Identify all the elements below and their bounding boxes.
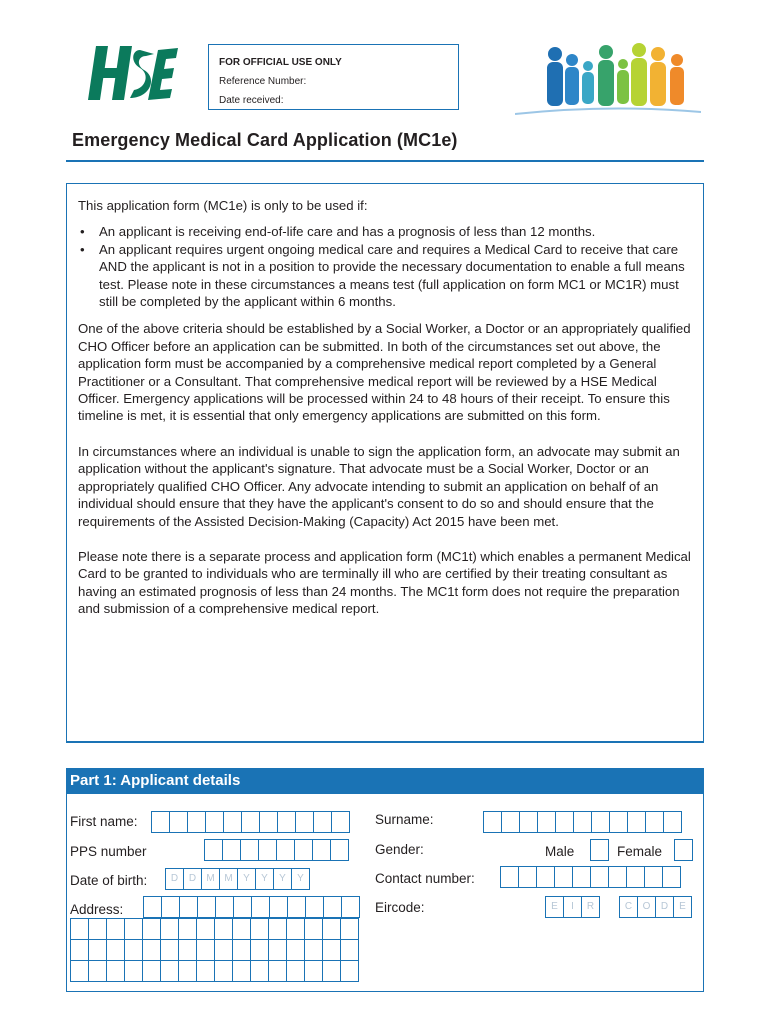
char-box[interactable] bbox=[251, 896, 270, 918]
char-box[interactable] bbox=[276, 839, 295, 861]
char-box[interactable] bbox=[160, 918, 179, 940]
char-box[interactable] bbox=[340, 960, 359, 982]
gender-label: Gender: bbox=[375, 842, 424, 857]
char-box[interactable] bbox=[258, 839, 277, 861]
char-box[interactable] bbox=[179, 896, 198, 918]
first-name-label: First name: bbox=[70, 814, 138, 829]
char-box[interactable] bbox=[295, 811, 314, 833]
eligibility-info-box bbox=[66, 183, 704, 743]
date-received-label: Date received: bbox=[219, 95, 284, 106]
char-box[interactable] bbox=[124, 939, 143, 961]
char-box[interactable] bbox=[169, 811, 188, 833]
char-box[interactable] bbox=[214, 960, 233, 982]
char-box[interactable] bbox=[70, 918, 89, 940]
criteria-text: An applicant is receiving end-of-life care and has a prognosis of less than 12 months. bbox=[99, 224, 596, 240]
char-box[interactable] bbox=[70, 939, 89, 961]
char-box[interactable] bbox=[627, 811, 646, 833]
char-box[interactable] bbox=[304, 939, 323, 961]
char-box[interactable] bbox=[178, 960, 197, 982]
dob-day-box[interactable]: D bbox=[165, 868, 184, 890]
char-box[interactable] bbox=[250, 939, 269, 961]
char-box[interactable] bbox=[196, 960, 215, 982]
address-line-1-input[interactable] bbox=[143, 896, 359, 918]
char-box[interactable] bbox=[287, 896, 306, 918]
official-use-title: FOR OFFICIAL USE ONLY bbox=[219, 57, 342, 68]
char-box[interactable] bbox=[501, 811, 520, 833]
char-box[interactable] bbox=[106, 960, 125, 982]
char-box[interactable] bbox=[88, 918, 107, 940]
advocate-paragraph: In circumstances where an individual is unable to sign the application form, an advocate may submit an application without the applicant's signature. That advocate must be a Social Worker, Doctor or an appropriately qualified CHO Officer. Any advocate intending to submit an application on behalf of an individual should ensure that they have the applicant's consent to do so and should ensure that the requirements of the Assisted Decision-Making (Capacity) Act 2015 have been met. bbox=[78, 443, 680, 529]
char-box[interactable] bbox=[645, 811, 664, 833]
char-box[interactable] bbox=[124, 960, 143, 982]
reference-number-label: Reference Number: bbox=[219, 76, 307, 87]
list-item bbox=[78, 241, 692, 311]
char-box[interactable] bbox=[644, 866, 663, 888]
char-box[interactable] bbox=[142, 960, 161, 982]
dob-year-box[interactable]: Y bbox=[291, 868, 310, 890]
char-box[interactable] bbox=[143, 896, 162, 918]
char-box[interactable] bbox=[500, 866, 519, 888]
char-box[interactable] bbox=[268, 918, 287, 940]
date-of-birth-label: Date of birth: bbox=[70, 873, 148, 888]
char-box[interactable] bbox=[519, 811, 538, 833]
pps-number-label: PPS number bbox=[70, 844, 147, 859]
char-box[interactable] bbox=[178, 918, 197, 940]
char-box[interactable] bbox=[240, 839, 259, 861]
date-of-birth-input[interactable] bbox=[165, 868, 309, 890]
eircode-routing-box[interactable]: R bbox=[581, 896, 600, 918]
eircode-unique-box[interactable]: C bbox=[619, 896, 638, 918]
char-box[interactable] bbox=[286, 918, 305, 940]
char-box[interactable] bbox=[304, 918, 323, 940]
char-box[interactable] bbox=[554, 866, 573, 888]
char-box[interactable] bbox=[178, 939, 197, 961]
char-box[interactable] bbox=[286, 960, 305, 982]
female-checkbox[interactable] bbox=[674, 839, 693, 861]
char-box[interactable] bbox=[232, 918, 251, 940]
char-box[interactable] bbox=[88, 939, 107, 961]
char-box[interactable] bbox=[250, 918, 269, 940]
family-illustration-icon bbox=[515, 38, 701, 118]
eircode-unique-box[interactable]: E bbox=[673, 896, 692, 918]
char-box[interactable] bbox=[250, 960, 269, 982]
char-box[interactable] bbox=[223, 811, 242, 833]
char-box[interactable] bbox=[294, 839, 313, 861]
char-box[interactable] bbox=[196, 939, 215, 961]
char-box[interactable] bbox=[304, 960, 323, 982]
char-box[interactable] bbox=[269, 896, 288, 918]
first-name-input[interactable] bbox=[151, 811, 349, 833]
char-box[interactable] bbox=[537, 811, 556, 833]
dob-month-box[interactable]: M bbox=[201, 868, 220, 890]
char-box[interactable] bbox=[268, 960, 287, 982]
char-box[interactable] bbox=[305, 896, 324, 918]
contact-number-input[interactable] bbox=[500, 866, 680, 888]
bullet-icon: • bbox=[80, 224, 85, 240]
char-box[interactable] bbox=[205, 811, 224, 833]
female-label: Female bbox=[617, 844, 663, 859]
eircode-label: Eircode: bbox=[375, 900, 425, 915]
hse-logo-icon bbox=[74, 28, 186, 112]
char-box[interactable] bbox=[286, 939, 305, 961]
char-box[interactable] bbox=[591, 811, 610, 833]
pps-number-input[interactable] bbox=[204, 839, 348, 861]
dob-year-box[interactable]: Y bbox=[237, 868, 256, 890]
char-box[interactable] bbox=[232, 960, 251, 982]
char-box[interactable] bbox=[187, 811, 206, 833]
char-box[interactable] bbox=[518, 866, 537, 888]
char-box[interactable] bbox=[196, 918, 215, 940]
char-box[interactable] bbox=[222, 839, 241, 861]
char-box[interactable] bbox=[277, 811, 296, 833]
char-box[interactable] bbox=[233, 896, 252, 918]
eircode-unique-box[interactable]: O bbox=[637, 896, 656, 918]
char-box[interactable] bbox=[204, 839, 223, 861]
char-box[interactable] bbox=[662, 866, 681, 888]
char-box[interactable] bbox=[232, 939, 251, 961]
char-box[interactable] bbox=[322, 939, 341, 961]
char-box[interactable] bbox=[215, 896, 234, 918]
char-box[interactable] bbox=[160, 960, 179, 982]
contact-number-label: Contact number: bbox=[375, 871, 475, 886]
address-line-3-input[interactable] bbox=[70, 939, 358, 961]
char-box[interactable] bbox=[663, 811, 682, 833]
char-box[interactable] bbox=[214, 939, 233, 961]
char-box[interactable] bbox=[160, 939, 179, 961]
char-box[interactable] bbox=[322, 918, 341, 940]
criteria-paragraph: One of the above criteria should be established by a Social Worker, a Doctor or an appropriately qualified CHO Officer before an application can be submitted. In both of the circumstances set out above, the application form must be accompanied by a comprehensive medical report completed by a General Practitioner or a Consultant. That comprehensive medical report will be reviewed by a HSE Medical Officer. Emergency applications will be processed within 24 to 48 hours of their receipt. To ensure this timeline is met, it is essential that only emergency applications are submitted on this form. bbox=[78, 321, 691, 424]
char-box[interactable] bbox=[572, 866, 591, 888]
dob-year-box[interactable]: Y bbox=[255, 868, 274, 890]
char-box[interactable] bbox=[330, 839, 349, 861]
char-box[interactable] bbox=[341, 896, 360, 918]
char-box[interactable] bbox=[106, 918, 125, 940]
char-box[interactable] bbox=[214, 918, 233, 940]
char-box[interactable] bbox=[340, 918, 359, 940]
char-box[interactable] bbox=[331, 811, 350, 833]
dob-day-box[interactable]: D bbox=[183, 868, 202, 890]
eircode-routing-input[interactable] bbox=[545, 896, 599, 918]
char-box[interactable] bbox=[322, 960, 341, 982]
page-title: Emergency Medical Card Application (MC1e) bbox=[72, 130, 458, 150]
part1-heading: Part 1: Applicant details bbox=[67, 769, 703, 794]
surname-input[interactable] bbox=[483, 811, 681, 833]
dob-month-box[interactable]: M bbox=[219, 868, 238, 890]
intro-text: This application form (MC1e) is only to be used if: bbox=[78, 198, 368, 213]
char-box[interactable] bbox=[161, 896, 180, 918]
part1-applicant-details bbox=[66, 768, 704, 992]
char-box[interactable] bbox=[124, 918, 143, 940]
surname-label: Surname: bbox=[375, 812, 434, 827]
char-box[interactable] bbox=[555, 811, 574, 833]
char-box[interactable] bbox=[312, 839, 331, 861]
official-use-box bbox=[208, 44, 459, 110]
mc1t-paragraph: Please note there is a separate process and application form (MC1t) which enables a permanent Medical Card to be granted to individuals who are terminally ill who are certified by their treating consultant as having an estimated prognosis of less than 24 months. The MC1t form does not require the preparation and submission of a comprehensive medical report. bbox=[78, 548, 691, 617]
address-grid[interactable] bbox=[70, 918, 358, 981]
male-checkbox[interactable] bbox=[590, 839, 609, 861]
eircode-routing-box[interactable]: I bbox=[563, 896, 582, 918]
dob-year-box[interactable]: Y bbox=[273, 868, 292, 890]
address-line-2-input[interactable] bbox=[70, 918, 358, 940]
hse-logo bbox=[74, 28, 186, 112]
char-box[interactable] bbox=[70, 960, 89, 982]
char-box[interactable] bbox=[483, 811, 502, 833]
char-box[interactable] bbox=[313, 811, 332, 833]
people-illustration bbox=[515, 38, 701, 118]
char-box[interactable] bbox=[151, 811, 170, 833]
char-box[interactable] bbox=[197, 896, 216, 918]
char-box[interactable] bbox=[590, 866, 609, 888]
eircode-routing-box[interactable]: E bbox=[545, 896, 564, 918]
char-box[interactable] bbox=[88, 960, 107, 982]
address-label: Address: bbox=[70, 902, 124, 917]
char-box[interactable] bbox=[241, 811, 260, 833]
eircode-unique-input[interactable] bbox=[619, 896, 691, 918]
char-box[interactable] bbox=[340, 939, 359, 961]
char-box[interactable] bbox=[142, 939, 161, 961]
char-box[interactable] bbox=[268, 939, 287, 961]
char-box[interactable] bbox=[536, 866, 555, 888]
char-box[interactable] bbox=[608, 866, 627, 888]
char-box[interactable] bbox=[323, 896, 342, 918]
male-label: Male bbox=[545, 844, 575, 859]
criteria-text: An applicant requires urgent ongoing medical care and requires a Medical Card to receive that care AND the applicant is not in a position to provide the necessary documentation to enable a full means test. Please note in these circumstances a means test (full application on form MC1 or MC1R) must still be completed by the applicant within 6 months. bbox=[99, 241, 685, 310]
criteria-list bbox=[78, 223, 692, 310]
char-box[interactable] bbox=[573, 811, 592, 833]
eircode-unique-box[interactable]: D bbox=[655, 896, 674, 918]
char-box[interactable] bbox=[609, 811, 628, 833]
bullet-icon: • bbox=[80, 241, 85, 257]
char-box[interactable] bbox=[106, 939, 125, 961]
char-box[interactable] bbox=[626, 866, 645, 888]
char-box[interactable] bbox=[259, 811, 278, 833]
list-item bbox=[78, 223, 692, 240]
char-box[interactable] bbox=[142, 918, 161, 940]
address-line-4-input[interactable] bbox=[70, 960, 358, 982]
title-divider bbox=[66, 160, 704, 162]
